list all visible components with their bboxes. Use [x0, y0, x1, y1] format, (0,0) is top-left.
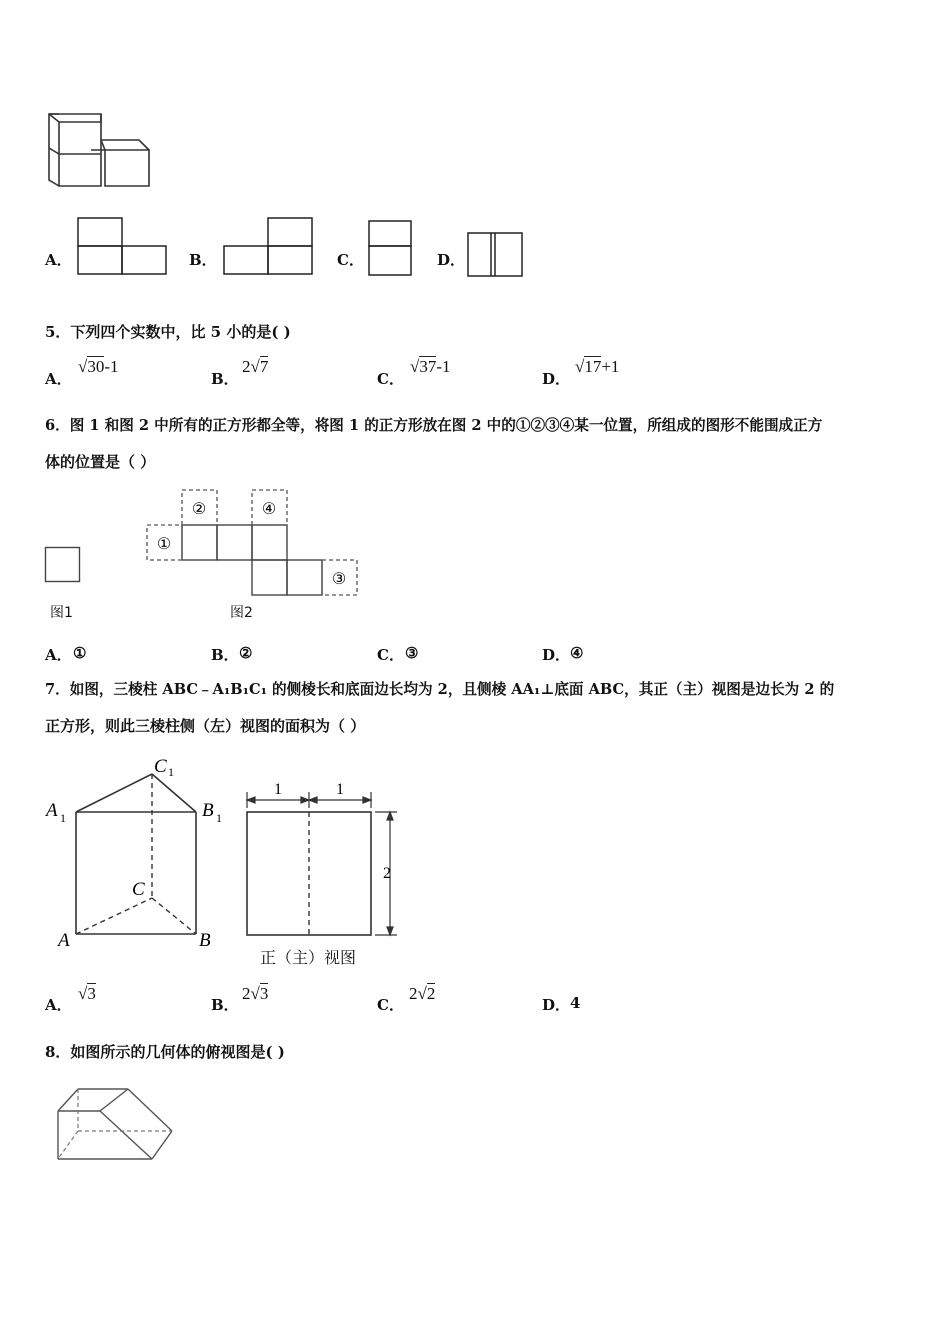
option-letter: B． — [211, 996, 239, 1014]
q7-option-b-value: 2√3 — [242, 984, 269, 1003]
label-c1-sub: 1 — [168, 765, 174, 779]
option-letter: C． — [337, 251, 364, 269]
dim-height-label: 2 — [383, 865, 391, 882]
dim-left-label: 1 — [274, 781, 282, 798]
option-value: ④ — [570, 644, 584, 662]
label-c1: C — [154, 756, 167, 777]
q6-figure1-square — [44, 546, 84, 586]
q5-option-a-value: √30-1 — [78, 357, 119, 376]
position-3-mark: ③ — [331, 571, 347, 588]
q5-option-b-value: 2√7 — [242, 357, 269, 376]
q5-option-d-value: √17+1 — [575, 357, 620, 376]
option-value: 4 — [570, 994, 581, 1012]
option-value: ③ — [405, 644, 419, 662]
label-a1-sub: 1 — [60, 811, 66, 825]
q7-prism-figure — [44, 752, 234, 952]
option-letter: D． — [542, 646, 571, 664]
label-a: A — [58, 930, 70, 951]
option-letter: A． — [45, 646, 72, 664]
front-view-option-d-icon — [466, 231, 526, 279]
option-letter: C． — [377, 370, 404, 388]
option-letter: C． — [377, 646, 404, 664]
stacked-cubes-figure — [45, 110, 155, 192]
q6-stem-line2: 体的位置是（ ） — [45, 453, 156, 471]
option-letter: D． — [437, 251, 466, 269]
option-letter: B． — [211, 646, 239, 664]
option-letter: A． — [45, 251, 72, 269]
label-b: B — [199, 930, 211, 951]
front-view-option-a-icon — [76, 216, 168, 278]
q8-solid-figure — [52, 1085, 177, 1167]
q5-option-c-value: √37-1 — [410, 357, 451, 376]
option-letter: C． — [377, 996, 404, 1014]
label-b1: B — [202, 800, 214, 821]
label-c: C — [132, 879, 145, 900]
q7-front-view-figure — [240, 778, 400, 968]
q6-figure2-caption: 图2 — [230, 605, 253, 621]
dim-right-label: 1 — [336, 781, 344, 798]
q8-stem: 8．如图所示的几何体的俯视图是( ) — [45, 1043, 285, 1061]
option-value: ① — [73, 644, 87, 662]
option-letter: D． — [542, 996, 571, 1014]
option-letter: A． — [45, 996, 72, 1014]
q6-figure1-caption: 图1 — [50, 605, 73, 621]
label-b1-sub: 1 — [216, 811, 222, 825]
option-letter: D． — [542, 370, 571, 388]
q7-front-view-caption: 正（主）视图 — [260, 948, 357, 967]
q7-option-a-value: √3 — [78, 984, 96, 1003]
position-1-mark: ① — [156, 536, 172, 553]
q7-option-c-value: 2√2 — [409, 984, 436, 1003]
label-a1: A — [46, 800, 58, 821]
position-2-mark: ② — [191, 501, 207, 518]
option-letter: B． — [189, 251, 217, 269]
q6-figure2-net — [146, 489, 358, 599]
q6-stem-line1: 6．图 1 和图 2 中所有的正方形都全等，将图 1 的正方形放在图 2 中的①②③④某一位置，所组成的图形不能围成正方 — [45, 417, 823, 434]
option-letter: B． — [211, 370, 239, 388]
option-value: ② — [239, 644, 253, 662]
position-4-mark: ④ — [261, 501, 277, 518]
q7-stem-line1: 7．如图，三棱柱 ABC﹣A₁B₁C₁ 的侧棱长和底面边长均为 2，且侧棱 AA₁⊥底面 ABC，其正（主）视图是边长为 2 的 — [45, 681, 835, 698]
front-view-option-c-icon — [367, 219, 415, 279]
q7-stem-line2: 正方形，则此三棱柱侧（左）视图的面积为（ ） — [45, 717, 366, 735]
option-letter: A． — [45, 370, 72, 388]
front-view-option-b-icon — [222, 216, 316, 278]
q5-stem: 5．下列四个实数中，比 5 小的是( ) — [45, 323, 291, 341]
